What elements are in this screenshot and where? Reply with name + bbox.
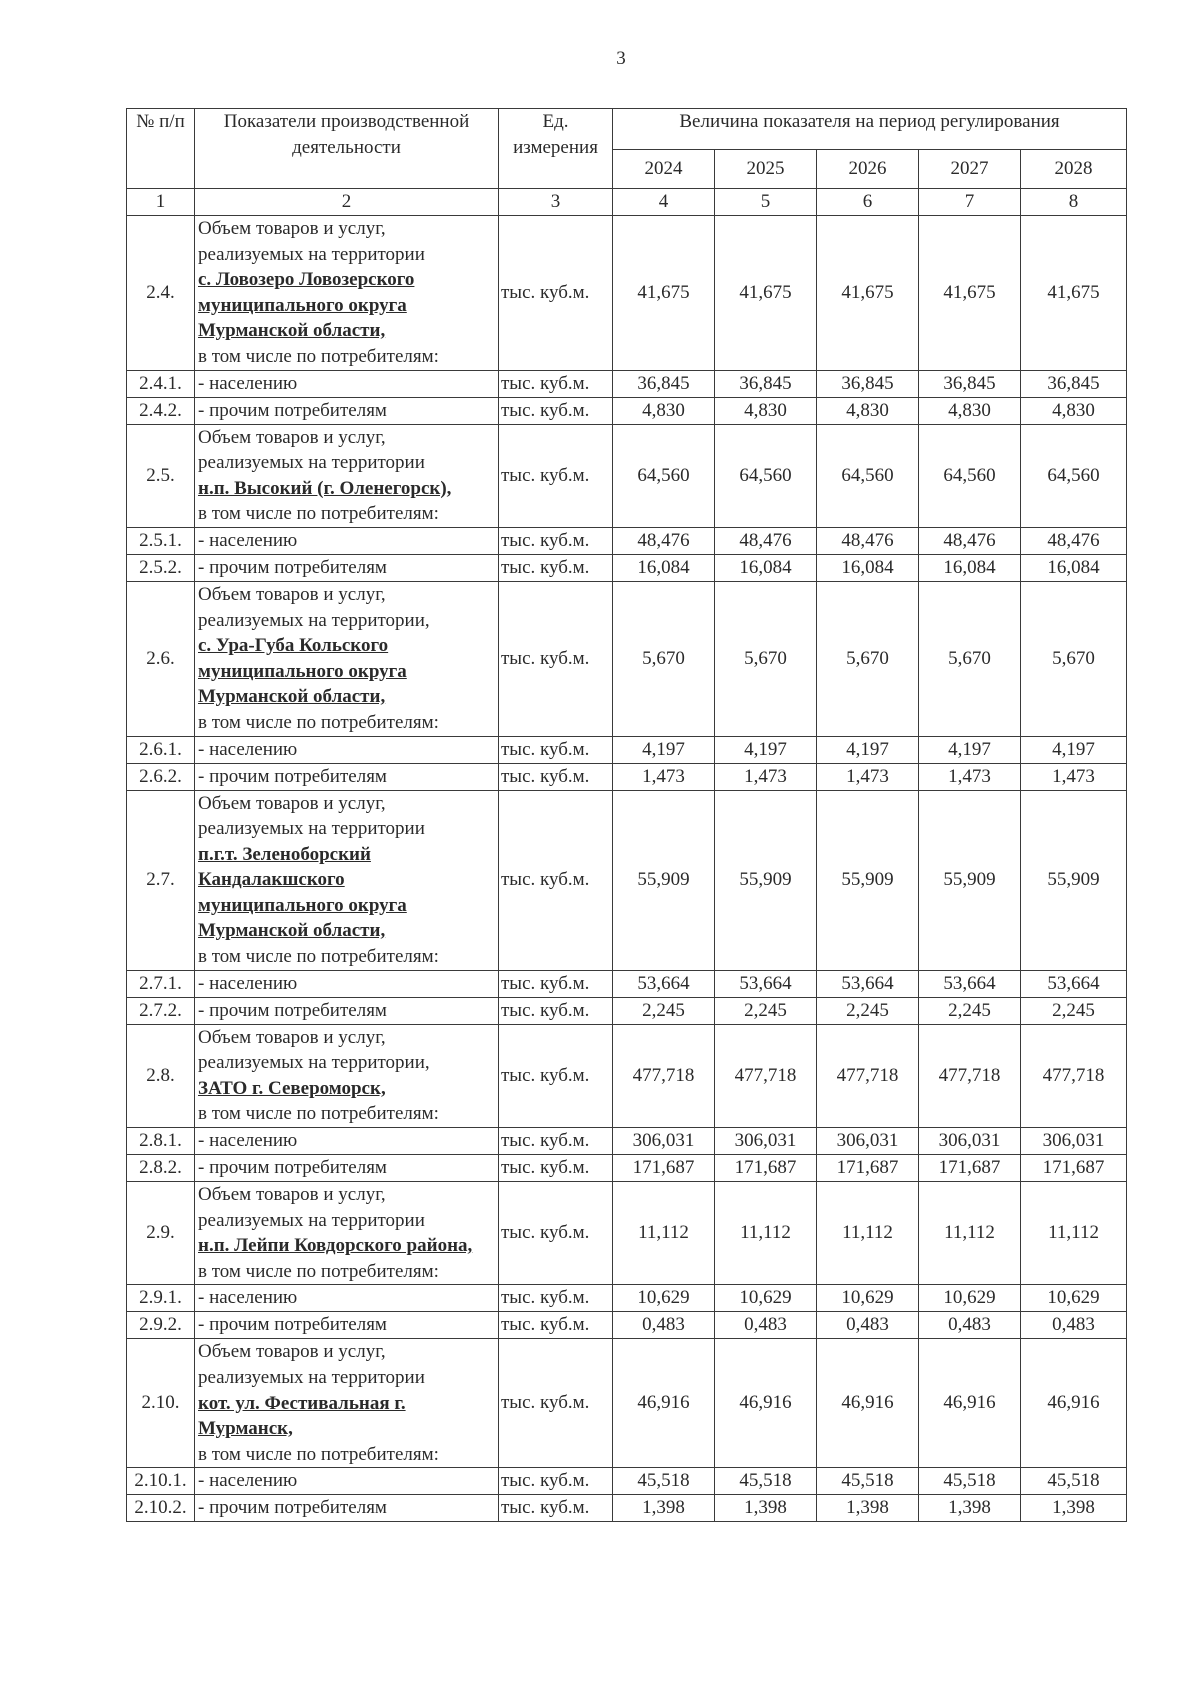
row-number: 2.5. <box>127 424 195 527</box>
territory-name: н.п. Лейпи Ковдорского района, <box>198 1235 473 1257</box>
unit-cell: тыс. куб.м. <box>499 424 613 527</box>
value-cell: 477,718 <box>919 1024 1021 1127</box>
indicator-text: Объем товаров и услуг, реализуемых на территории, <box>198 583 430 631</box>
value-cell: 2,245 <box>715 997 817 1024</box>
value-cell: 64,560 <box>817 424 919 527</box>
column-number: 2 <box>195 189 499 216</box>
value-cell: 48,476 <box>919 527 1021 554</box>
header-indicators: Показатели производственной деятельности <box>195 109 499 189</box>
value-cell: 48,476 <box>613 527 715 554</box>
value-cell: 16,084 <box>613 554 715 581</box>
value-cell: 41,675 <box>1021 216 1127 371</box>
value-cell: 306,031 <box>919 1128 1021 1155</box>
value-cell: 48,476 <box>817 527 919 554</box>
unit-cell: тыс. куб.м. <box>499 1339 613 1468</box>
consumer-label: - прочим потребителям <box>195 554 499 581</box>
row-number: 2.7. <box>127 790 195 970</box>
value-cell: 45,518 <box>817 1468 919 1495</box>
value-cell: 4,830 <box>1021 397 1127 424</box>
header-year: 2026 <box>817 150 919 189</box>
value-cell: 1,398 <box>919 1495 1021 1522</box>
value-cell: 1,398 <box>1021 1495 1127 1522</box>
column-number: 8 <box>1021 189 1127 216</box>
row-number: 2.4. <box>127 216 195 371</box>
header-num: № п/п <box>127 109 195 189</box>
value-cell: 36,845 <box>1021 370 1127 397</box>
header-year: 2027 <box>919 150 1021 189</box>
value-cell: 171,687 <box>1021 1155 1127 1182</box>
row-number: 2.9.2. <box>127 1312 195 1339</box>
indicator-cell <box>195 581 499 736</box>
value-cell: 2,245 <box>817 997 919 1024</box>
value-cell: 46,916 <box>1021 1339 1127 1468</box>
value-cell: 4,830 <box>715 397 817 424</box>
value-cell: 53,664 <box>817 970 919 997</box>
consumer-label: - прочим потребителям <box>195 1495 499 1522</box>
value-cell: 2,245 <box>919 997 1021 1024</box>
value-cell: 4,197 <box>613 736 715 763</box>
consumer-label: - населению <box>195 1468 499 1495</box>
unit-cell: тыс. куб.м. <box>499 397 613 424</box>
value-cell: 16,084 <box>919 554 1021 581</box>
indicator-text: Объем товаров и услуг, реализуемых на территории <box>198 792 425 840</box>
value-cell: 48,476 <box>1021 527 1127 554</box>
value-cell: 477,718 <box>613 1024 715 1127</box>
table-subrow <box>127 370 1127 397</box>
territory-name: п.г.т. Зеленоборский Кандалакшского муниципального округа Мурманской области, <box>198 843 407 942</box>
row-number: 2.5.2. <box>127 554 195 581</box>
indicator-subtext: в том числе по потребителям: <box>198 946 439 968</box>
value-cell: 41,675 <box>613 216 715 371</box>
value-cell: 0,483 <box>1021 1312 1127 1339</box>
table-row <box>127 216 1127 371</box>
consumer-label: - прочим потребителям <box>195 1312 499 1339</box>
value-cell: 36,845 <box>817 370 919 397</box>
value-cell: 0,483 <box>613 1312 715 1339</box>
value-cell: 36,845 <box>919 370 1021 397</box>
value-cell: 45,518 <box>715 1468 817 1495</box>
value-cell: 36,845 <box>715 370 817 397</box>
indicator-cell <box>195 1024 499 1127</box>
header-unit: Ед. измерения <box>499 109 613 189</box>
unit-cell: тыс. куб.м. <box>499 736 613 763</box>
value-cell: 64,560 <box>919 424 1021 527</box>
unit-cell: тыс. куб.м. <box>499 1312 613 1339</box>
table-subrow <box>127 1155 1127 1182</box>
value-cell: 46,916 <box>613 1339 715 1468</box>
unit-cell: тыс. куб.м. <box>499 554 613 581</box>
value-cell: 11,112 <box>613 1182 715 1285</box>
column-number: 5 <box>715 189 817 216</box>
value-cell: 36,845 <box>613 370 715 397</box>
value-cell: 55,909 <box>919 790 1021 970</box>
value-cell: 5,670 <box>715 581 817 736</box>
unit-cell: тыс. куб.м. <box>499 1024 613 1127</box>
indicator-subtext: в том числе по потребителям: <box>198 711 439 733</box>
table-subrow <box>127 1128 1127 1155</box>
value-cell: 64,560 <box>715 424 817 527</box>
territory-name: кот. ул. Фестивальная г. Мурманск, <box>198 1392 406 1440</box>
header-year: 2025 <box>715 150 817 189</box>
table-subrow <box>127 997 1127 1024</box>
table-subrow <box>127 763 1127 790</box>
value-cell: 4,197 <box>1021 736 1127 763</box>
unit-cell: тыс. куб.м. <box>499 1182 613 1285</box>
value-cell: 45,518 <box>613 1468 715 1495</box>
value-cell: 306,031 <box>715 1128 817 1155</box>
consumer-label: - прочим потребителям <box>195 997 499 1024</box>
value-cell: 45,518 <box>919 1468 1021 1495</box>
indicator-subtext: в том числе по потребителям: <box>198 503 439 525</box>
indicator-subtext: в том числе по потребителям: <box>198 1260 439 1282</box>
unit-cell: тыс. куб.м. <box>499 997 613 1024</box>
value-cell: 10,629 <box>715 1285 817 1312</box>
indicator-subtext: в том числе по потребителям: <box>198 1443 439 1465</box>
row-number: 2.10.1. <box>127 1468 195 1495</box>
table-subrow <box>127 554 1127 581</box>
unit-cell: тыс. куб.м. <box>499 790 613 970</box>
unit-cell: тыс. куб.м. <box>499 970 613 997</box>
value-cell: 171,687 <box>715 1155 817 1182</box>
consumer-label: - прочим потребителям <box>195 763 499 790</box>
value-cell: 55,909 <box>1021 790 1127 970</box>
indicator-cell <box>195 790 499 970</box>
value-cell: 5,670 <box>817 581 919 736</box>
table-subrow <box>127 527 1127 554</box>
consumer-label: - населению <box>195 970 499 997</box>
value-cell: 55,909 <box>613 790 715 970</box>
value-cell: 1,473 <box>715 763 817 790</box>
row-number: 2.8.2. <box>127 1155 195 1182</box>
value-cell: 171,687 <box>817 1155 919 1182</box>
territory-name: с. Ловозеро Ловозерского муниципального округа Мурманской области, <box>198 269 415 342</box>
value-cell: 2,245 <box>1021 997 1127 1024</box>
table-row <box>127 424 1127 527</box>
value-cell: 46,916 <box>919 1339 1021 1468</box>
indicator-text: Объем товаров и услуг, реализуемых на территории <box>198 1341 425 1388</box>
page-number: 3 <box>616 48 626 69</box>
value-cell: 4,197 <box>715 736 817 763</box>
consumer-label: - населению <box>195 1128 499 1155</box>
table-row <box>127 1339 1127 1468</box>
value-cell: 1,473 <box>919 763 1021 790</box>
value-cell: 4,830 <box>817 397 919 424</box>
table-subrow <box>127 970 1127 997</box>
value-cell: 53,664 <box>715 970 817 997</box>
row-number: 2.10. <box>127 1339 195 1468</box>
header-period: Величина показателя на период регулирования <box>613 109 1127 150</box>
consumer-label: - прочим потребителям <box>195 397 499 424</box>
consumer-label: - населению <box>195 370 499 397</box>
value-cell: 2,245 <box>613 997 715 1024</box>
value-cell: 16,084 <box>817 554 919 581</box>
column-number: 6 <box>817 189 919 216</box>
value-cell: 41,675 <box>715 216 817 371</box>
row-number: 2.6. <box>127 581 195 736</box>
table-subrow <box>127 1495 1127 1522</box>
unit-cell: тыс. куб.м. <box>499 1468 613 1495</box>
table-subrow <box>127 1468 1127 1495</box>
table-subrow <box>127 397 1127 424</box>
column-number: 1 <box>127 189 195 216</box>
row-number: 2.6.2. <box>127 763 195 790</box>
value-cell: 55,909 <box>715 790 817 970</box>
consumer-label: - населению <box>195 1285 499 1312</box>
row-number: 2.9. <box>127 1182 195 1285</box>
value-cell: 1,473 <box>613 763 715 790</box>
consumer-label: - прочим потребителям <box>195 1155 499 1182</box>
indicator-text: Объем товаров и услуг, реализуемых на территории, <box>198 1026 430 1074</box>
value-cell: 11,112 <box>919 1182 1021 1285</box>
unit-cell: тыс. куб.м. <box>499 581 613 736</box>
header-year: 2028 <box>1021 150 1127 189</box>
value-cell: 4,197 <box>919 736 1021 763</box>
value-cell: 11,112 <box>1021 1182 1127 1285</box>
value-cell: 4,830 <box>919 397 1021 424</box>
territory-name: с. Ура-Губа Кольского муниципального округа Мурманской области, <box>198 635 407 708</box>
table-body <box>127 216 1127 1522</box>
unit-cell: тыс. куб.м. <box>499 763 613 790</box>
value-cell: 48,476 <box>715 527 817 554</box>
row-number: 2.6.1. <box>127 736 195 763</box>
value-cell: 5,670 <box>919 581 1021 736</box>
territory-name: н.п. Высокий (г. Оленегорск), <box>198 477 452 499</box>
value-cell: 1,398 <box>613 1495 715 1522</box>
unit-cell: тыс. куб.м. <box>499 1155 613 1182</box>
unit-cell: тыс. куб.м. <box>499 527 613 554</box>
consumer-label: - населению <box>195 527 499 554</box>
value-cell: 55,909 <box>817 790 919 970</box>
header-year: 2024 <box>613 150 715 189</box>
value-cell: 53,664 <box>919 970 1021 997</box>
value-cell: 306,031 <box>613 1128 715 1155</box>
row-number: 2.4.2. <box>127 397 195 424</box>
row-number: 2.7.2. <box>127 997 195 1024</box>
column-number: 7 <box>919 189 1021 216</box>
value-cell: 477,718 <box>1021 1024 1127 1127</box>
value-cell: 4,830 <box>613 397 715 424</box>
value-cell: 171,687 <box>919 1155 1021 1182</box>
row-number: 2.7.1. <box>127 970 195 997</box>
value-cell: 41,675 <box>817 216 919 371</box>
value-cell: 41,675 <box>919 216 1021 371</box>
row-number: 2.4.1. <box>127 370 195 397</box>
value-cell: 16,084 <box>715 554 817 581</box>
column-number: 3 <box>499 189 613 216</box>
value-cell: 10,629 <box>1021 1285 1127 1312</box>
value-cell: 306,031 <box>1021 1128 1127 1155</box>
value-cell: 10,629 <box>919 1285 1021 1312</box>
table-subrow <box>127 1312 1127 1339</box>
value-cell: 10,629 <box>613 1285 715 1312</box>
value-cell: 11,112 <box>715 1182 817 1285</box>
value-cell: 477,718 <box>817 1024 919 1127</box>
value-cell: 64,560 <box>1021 424 1127 527</box>
unit-cell: тыс. куб.м. <box>499 1128 613 1155</box>
value-cell: 11,112 <box>817 1182 919 1285</box>
value-cell: 0,483 <box>919 1312 1021 1339</box>
row-number: 2.10.2. <box>127 1495 195 1522</box>
value-cell: 1,398 <box>817 1495 919 1522</box>
indicator-subtext: в том числе по потребителям: <box>198 345 439 367</box>
value-cell: 45,518 <box>1021 1468 1127 1495</box>
value-cell: 4,197 <box>817 736 919 763</box>
value-cell: 53,664 <box>1021 970 1127 997</box>
indicator-subtext: в том числе по потребителям: <box>198 1103 439 1125</box>
table-row <box>127 581 1127 736</box>
table-subrow <box>127 1285 1127 1312</box>
row-number: 2.8.1. <box>127 1128 195 1155</box>
unit-cell: тыс. куб.м. <box>499 1285 613 1312</box>
value-cell: 171,687 <box>613 1155 715 1182</box>
table-row <box>127 1024 1127 1127</box>
value-cell: 16,084 <box>1021 554 1127 581</box>
table-row <box>127 790 1127 970</box>
indicator-cell <box>195 216 499 371</box>
unit-cell: тыс. куб.м. <box>499 216 613 371</box>
consumer-label: - населению <box>195 736 499 763</box>
territory-name: ЗАТО г. Североморск, <box>198 1077 386 1099</box>
indicator-text: Объем товаров и услуг, реализуемых на территории <box>198 1184 425 1231</box>
value-cell: 477,718 <box>715 1024 817 1127</box>
value-cell: 306,031 <box>817 1128 919 1155</box>
value-cell: 5,670 <box>613 581 715 736</box>
value-cell: 53,664 <box>613 970 715 997</box>
row-number: 2.5.1. <box>127 527 195 554</box>
value-cell: 0,483 <box>817 1312 919 1339</box>
table-row <box>127 1182 1127 1285</box>
table-header-row <box>127 109 1127 150</box>
value-cell: 1,473 <box>1021 763 1127 790</box>
indicator-text: Объем товаров и услуг, реализуемых на территории <box>198 218 425 265</box>
row-number: 2.8. <box>127 1024 195 1127</box>
value-cell: 46,916 <box>817 1339 919 1468</box>
value-cell: 64,560 <box>613 424 715 527</box>
value-cell: 5,670 <box>1021 581 1127 736</box>
regulation-indicators-table <box>126 108 1127 1522</box>
column-number: 4 <box>613 189 715 216</box>
indicator-cell <box>195 1182 499 1285</box>
value-cell: 1,398 <box>715 1495 817 1522</box>
indicator-text: Объем товаров и услуг, реализуемых на территории <box>198 426 425 474</box>
row-number: 2.9.1. <box>127 1285 195 1312</box>
value-cell: 10,629 <box>817 1285 919 1312</box>
table-subrow <box>127 736 1127 763</box>
indicator-cell <box>195 1339 499 1468</box>
unit-cell: тыс. куб.м. <box>499 1495 613 1522</box>
unit-cell: тыс. куб.м. <box>499 370 613 397</box>
column-numbers-row <box>127 189 1127 216</box>
value-cell: 1,473 <box>817 763 919 790</box>
value-cell: 0,483 <box>715 1312 817 1339</box>
indicator-cell <box>195 424 499 527</box>
value-cell: 46,916 <box>715 1339 817 1468</box>
